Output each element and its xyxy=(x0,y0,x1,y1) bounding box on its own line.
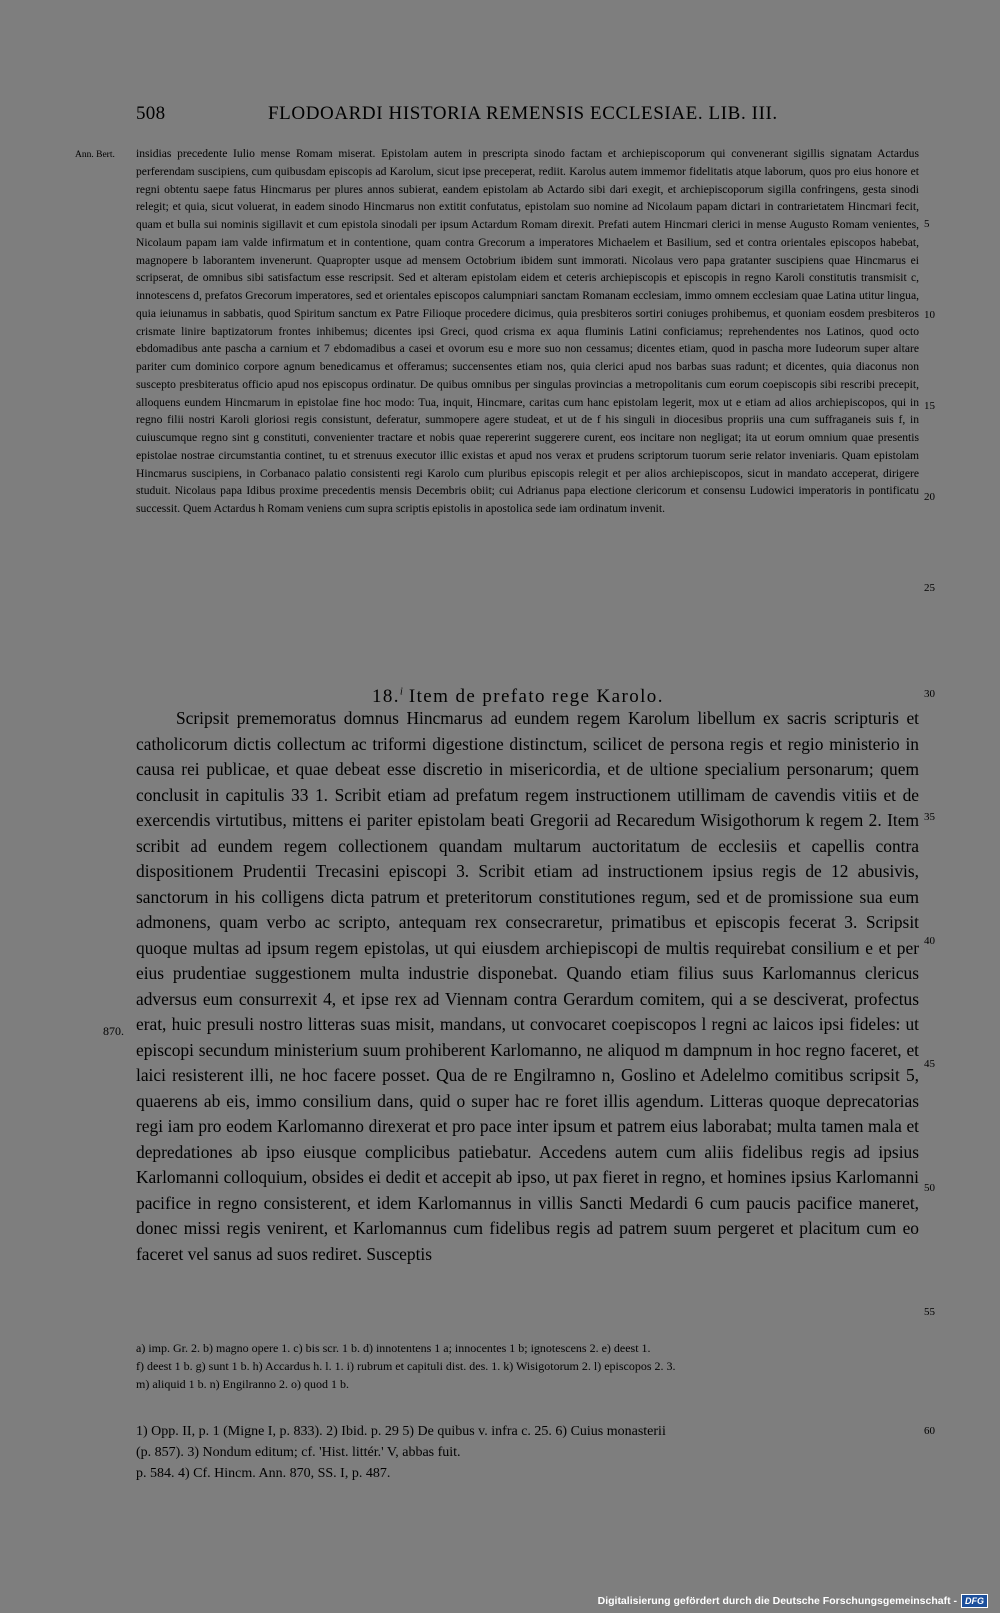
line-number: 20 xyxy=(924,491,935,503)
line-number: 50 xyxy=(924,1182,935,1194)
footnotes xyxy=(136,1421,919,1484)
margin-year-note: 870. xyxy=(103,1024,124,1038)
line-number: 35 xyxy=(924,811,935,823)
margin-source-note: Ann. Bert. xyxy=(75,150,115,160)
line-number: 30 xyxy=(924,688,935,700)
dfg-logo-icon: DFG xyxy=(961,1594,988,1608)
line-number: 45 xyxy=(924,1058,935,1070)
main-text xyxy=(136,706,919,1267)
chapter-marker: i xyxy=(399,686,403,698)
chapter-title: Item de prefato rege Karolo. xyxy=(408,686,664,707)
running-title: FLODOARDI HISTORIA REMENSIS ECCLESIAE. LIB. III. xyxy=(268,103,778,124)
line-number: 10 xyxy=(924,309,935,321)
line-number: 25 xyxy=(924,582,935,594)
annal-excerpt xyxy=(136,145,919,518)
footnote-line: (p. 857). 3) Nondum editum; cf. 'Hist. littér.' V, abbas fuit. xyxy=(136,1445,461,1460)
line-number: 5 xyxy=(924,218,930,230)
page-number: 508 xyxy=(136,103,166,124)
line-number: 40 xyxy=(924,935,935,947)
digitization-footer xyxy=(598,1594,988,1608)
footer-text: Digitalisierung gefördert durch die Deutsche Forschungsgemeinschaft - xyxy=(597,1595,957,1607)
page-header xyxy=(136,103,919,129)
chapter-number: 18. xyxy=(372,686,400,707)
critical-apparatus xyxy=(136,1339,919,1393)
apparatus-line: f) deest 1 b. g) sunt 1 b. h) Accardus h. l. 1. i) rubrum et capituli dist. des. 1. k) Wisigotorum 2. l) episcopos 2. 3. xyxy=(136,1359,676,1373)
apparatus-line: m) aliquid 1 b. n) Engilranno 2. o) quod 1 b. xyxy=(136,1377,349,1391)
footnote-line: p. 584. 4) Cf. Hincm. Ann. 870, SS. I, p. 487. xyxy=(136,1466,391,1481)
line-number: 55 xyxy=(924,1306,935,1318)
line-number: 60 xyxy=(924,1425,935,1437)
main-paragraph: Scripsit prememoratus domnus Hincmarus ad eundem regem Karolum libellum ex sacris scripturis et catholicorum dictis collectum ac triformi digestione distinctum, scilicet de persona regis et regio ministerio in causa rei publicae, et quae debeat esse discretio in misericordia, et de ultione specialium personarum; quem conclusit in capitulis 33 1. Scribit etiam ad prefatum regem instructionem utillimam de cavendis vitiis et de exercendis virtutibus, mittens ei pariter epistolam beati Gregorii ad Recaredum Wisigothorum k regem 2. Item scribit ad eundem regem collectionem quandam multarum auctoritatum de ecclesiis et capellis contra dispositionem Prudentii Trecasini episcopi 3. Scribit etiam ad instructionem ipsius regis de 12 abusivis, sanctorum in his colligens dicta patrum et preteritorum constitutiones regum, sed et de promissione sua eum admonens, quam verbo ac scripto, antequam rex consecraretur, primatibus et episcopis fecerat 3. Scripsit quoque multas ad ipsum regem epistolas, ut qui eiusdem archiepiscopi de multis requirebat consilium e et per eius prudentiae suggestionem multa industrie disponebat. Quando etiam filius suus Karlomannus clericus adversus eum consurrexit 4, et ipse rex ad Viennam contra Gerardum comitem, qui a se desciverat, profectus erat, huic presuli nostro litteras suas misit, mandans, ut convocaret coepiscopos l regni ac laicos ipsi fideles: ut episcopi secundum ministerium suum prohiberent Karlomanno, ne aliquod m dampnum in hoc regno faceret, et laici resisterent illi, ne hoc facere posset. Qua de re Engilramno n, Goslino et Adelelmo comitibus scripsit 5, quaerens ab eis, immo consilium dans, quid o super hac re foret illis agendum. Litteras quoque deprecatorias regi iam pro eodem Karlomanno direxerat et pro pace inter ipsum et patrem eius laborabat; multa tamen mala et depredationes ab ipso eiusque complicibus patiebatur. Accedens autem cum aliis fidelibus regis ad ipsius Karlomanni colloquium, obsides ei dedit et accepit ab ipso, ut pax fieret in regno, et homines ipsius Karlomanni pacifice in regno consisterent, et idem Karlomannus in villis Sancti Medardi 6 cum paucis pacifice maneret, donec missi regis venirent, et Karlomannus cum fidelibus regis ad patrem suum pergeret et placitum cum eo faceret vel sanus ad suos rediret. Susceptis xyxy=(136,708,919,1264)
line-number: 15 xyxy=(924,400,935,412)
footnote-line: 1) Opp. II, p. 1 (Migne I, p. 833). 2) Ibid. p. 29 5) De quibus v. infra c. 25. 6) Cuius monasterii xyxy=(136,1424,666,1439)
annal-paragraph: insidias precedente Iulio mense Romam miserat. Epistolam autem in prescripta sinodo factam et archiepiscoporum qui convenerant sigillis signatam Actardus perferendam suscipiens, cum quibusdam episcopis ad Karolum, sicut ipse preceperat, rediit. Karolus autem immemor fidelitatis atque laborum, quos pro eius honore et regni obtentu saepe fatus Hincmarus per plures annos subierat, eandem epistolam ab Actardo sibi dari exegit, et archiepiscoporum sigilla confringens, gesta sinodi relegit; et quia, sicut voluerat, in eadem sinodo Hincmarus non extitit confutatus, epistolam suo nomine ad Nicolaum papam dictari in contrarietatem Hincmari fecit, quam et bulla sui nominis sigillavit et cum epistola sinodali per ipsum Actardum Romam direxit. Prefati autem Hincmari clerici in mense Augusto Romam venientes, Nicolaum papam iam valde infirmatum et in contentione, quam contra Grecorum a imperatores Michaelem et Basilium, sed et contra orientales episcopos habebat, magnopere b laborantem invenerunt. Quapropter usque ad mensem Octobrium ibidem sunt immorati. Nicolaus vero papa gratanter suscipiens quae Hincmarus ei scripserat, de omnibus sibi satisfactum esse rescripsit. Sed et alteram epistolam eidem et ceteris archiepiscopis et episcopis in regno Karoli constitutis transmisit c, innotescens d, prefatos Grecorum imperatores, sed et orientales episcopos calumpniari sanctam Romanam ecclesiam, immo omnem ecclesiam quae Latina utitur lingua, quia ieiunamus in sabbatis, quod Spiritum sanctum ex Patre Filioque procedere dicimus, quia presbiteros sortiri coniuges prohibemus, et quoniam eosdem presbiteros crismate linire baptizatorum frontes inhibemus; dicentes ipsi Greci, quod crisma ex aqua fluminis Latini conficiamus; reprehendentes nos Latinos, quod octo ebdomadibus ante pascha a carnium et 7 ebdomadibus a casei et ovorum esu e more suo non cessamus; dicentes etiam, quod in pascha more Iudeorum super altare pariter cum dominico corpore agnum benedicamus et offeramus; succensentes etiam nos, quia clerici apud nos barbas suas radunt; et dicentes, quia diaconus non suscepto presbiteratus officio apud nos episcopus ordinatur. De quibus omnibus per singulas provincias a metropolitanis cum eorum coepiscopis sibi rescribi precepit, alloquens eundem Hincmarum in epistolae fine hoc modo: Tua, inquit, Hincmare, caritas cum hanc epistolam legerit, mox ut e etiam ad alios archiepiscopos, qui in regno filii nostri Karoli gloriosi regis consistunt, deferatur, summopere agere studeat, et ut de f his singuli in diocesibus propriis una cum suffraganeis suis f, in cuiuscumque regno sint g constituti, convenienter tractare et nobis quae repererint suggerere curent, eos incitare non negligat; ita ut eorum omnium quae presentis epistolae nostrae circumstantia continet, tu et strenuus executor illic existas et apud nos verax et prudens scriptorum tuorum serie relator inveniaris. Quam epistolam Hincmarus suscipiens, in Corbanaco palatio consistenti regi Karolo cum pluribus episcopis relegit et per alios archiepiscopos, sicut in mandato acceperat, dirigere studuit. Nicolaus papa Idibus proxime precedentis mensis Decembris obiit; cui Adrianus papa electione clericorum et consensu Ludowici imperatoris in pontificatu successit. Quem Actardus h Romam veniens cum supra scriptis epistolis in apostolica sede iam ordinatum invenit. xyxy=(136,147,919,515)
apparatus-line: a) imp. Gr. 2. b) magno opere 1. c) bis scr. 1 b. d) innotentens 1 a; innocentes 1 b; ignotescens 2. e) deest 1. xyxy=(136,1341,651,1355)
chapter-heading xyxy=(372,686,664,708)
